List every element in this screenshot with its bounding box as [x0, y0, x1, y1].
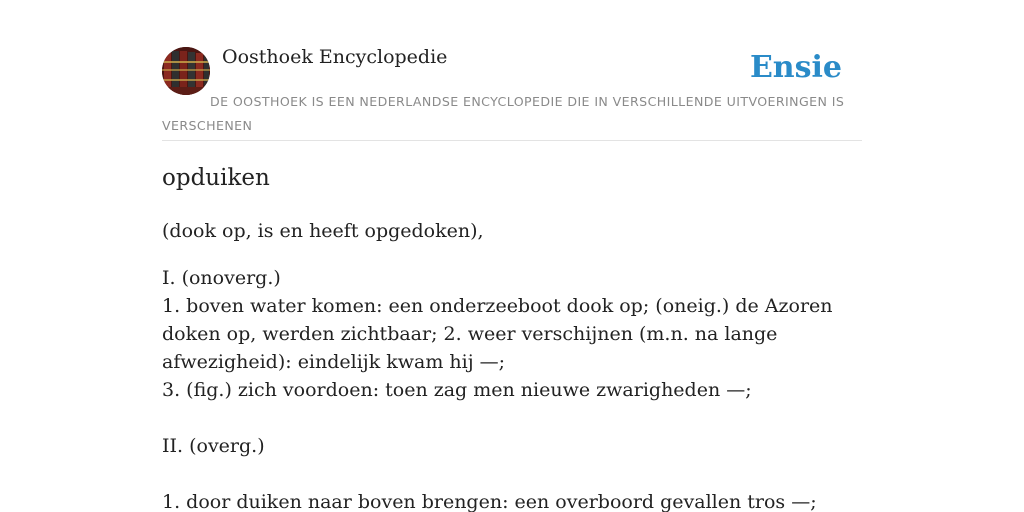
- definition-text: 1. boven water komen: een onderzeeboot dook op; (oneig.) de Azoren doken op, werden zichtbaar; 2. weer verschijnen (m.n. na lange afwezigheid): eindelijk kwam hij —;: [162, 295, 833, 373]
- section-transitive: [162, 432, 862, 512]
- entry-grammar: (dook op, is en heeft opgedoken),: [162, 220, 484, 242]
- site-description: DE OOSTHOEK IS EEN NEDERLANDSE ENCYCLOPEDIE DIE IN VERSCHILLENDE UITVOERINGEN IS VERSCHENEN: [162, 94, 845, 133]
- section-intransitive: [162, 264, 862, 404]
- section-heading: II. (overg.): [162, 435, 265, 457]
- site-header: [162, 40, 862, 141]
- section-heading: I. (onoverg.): [162, 267, 281, 289]
- site-title-link[interactable]: Oosthoek Encyclopedie: [222, 46, 448, 68]
- site-logo[interactable]: [162, 47, 210, 95]
- definition-text: 3. (fig.) zich voordoen: toen zag men nieuwe zwarigheden —;: [162, 379, 752, 401]
- definition-text: 1. door duiken naar boven brengen: een overboord gevallen tros —;: [162, 491, 817, 512]
- book-spines-icon: [162, 47, 210, 95]
- entry-content: [162, 160, 862, 512]
- entry-title: opduiken: [162, 165, 270, 191]
- brand-logo-link[interactable]: Ensie: [749, 50, 842, 85]
